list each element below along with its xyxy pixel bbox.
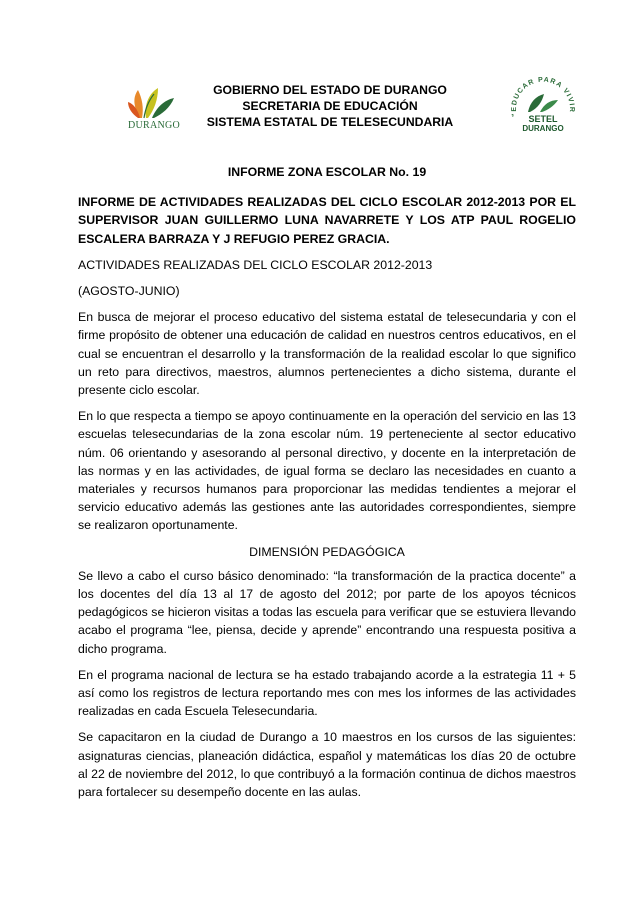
report-intro: INFORME DE ACTIVIDADES REALIZADAS DEL CICLO ESCOLAR 2012-2013 POR EL SUPERVISOR JUAN GUILLERMO LUNA NAVARRETE Y LOS ATP PAUL ROGELIO ESCALERA BARRAZA Y J REFUGIO PEREZ GRACIA. (78, 195, 576, 246)
svg-text:"EDUCAR PARA VIVIR MEJOR" (506, 72, 575, 117)
setel-ring-text: "EDUCAR PARA VIVIR (510, 76, 576, 118)
header-line-government: GOBIERNO DEL ESTADO DE DURANGO (213, 83, 447, 97)
setel-logo-line1: SETEL (528, 114, 558, 124)
durango-leaf-icon (118, 80, 190, 122)
setel-seal-icon (506, 72, 580, 146)
header-line-secretariat: SECRETARIA DE EDUCACIÓN (242, 99, 418, 113)
period-label: (AGOSTO-JUNIO) (78, 284, 180, 299)
paragraph-training: Se capacitaron en la ciudad de Durango a 10 maestros en los cursos de las siguientes: asignaturas ciencias, planeación didáctica, español y matemáticas los días 20 de octubre al 22 de noviembre del 2012, lo que contribuyó a la formación continua de dichos maestros para fortalecer su desempeño docente en las aulas. (78, 730, 576, 800)
paragraph-reading-program: En el programa nacional de lectura se ha estado trabajando acorde a la estrategia 11 + 5 así como los registros de lectura reportando mes con mes los informes de las actividades realizadas en cada Escuela Telesecundaria. (78, 667, 576, 719)
activities-heading: ACTIVIDADES REALIZADAS DEL CICLO ESCOLAR 2012-2013 (78, 257, 433, 272)
durango-logo (118, 80, 190, 138)
report-title: INFORME ZONA ESCOLAR No. 19 (227, 165, 427, 179)
paragraph-purpose: En busca de mejorar el proceso educativo del sistema estatal de telesecundaria y con el firme propósito de obtener una educación de calidad en nuestros centros educativos, en el cual se encuentran el desarrollo y la transformación de la realidad escolar lo que significo un reto para directivos, maestros, alumnos pertenecientes a dicho sistema, durante el presente ciclo escolar. (78, 310, 576, 398)
document-body (78, 163, 576, 809)
paragraph-course: Se llevo a cabo el curso básico denominado: “la transformación de la practica docente” a los docentes del día 13 al 17 de agosto del 2012; por parte de los apoyos técnicos pedagógicos se hicieron visitas a todas las escuela para verificar que se estuviera llevando acabo el programa “lee, piensa, decide y aprende” encontrando una respuesta positiva a dicho programa. (78, 568, 576, 656)
document-header (0, 72, 638, 142)
setel-logo (506, 72, 580, 146)
paragraph-support: En lo que respecta a tiempo se apoyo continuamente en la operación del servicio en las 13 escuelas telesecundarias de la zona escolar núm. 19 perteneciente al sector educativo núm. 06 orientando y asesorando al personal directivo, y docente en la interpretación de las normas y en las actividades, de igual forma se declaro las necesidades en cuanto a materiales y recursos humanos para proporcionar las medidas tendientes a mejorar el servicio educativo además las gestiones ante las autoridades correspondientes, siempre se realizaron oportunamente. (78, 409, 576, 533)
durango-logo-text: DURANGO (127, 120, 181, 131)
setel-logo-line2: DURANGO (522, 124, 564, 133)
header-titles (185, 82, 475, 130)
section-title-pedagogical: DIMENSIÓN PEDAGÓGICA (249, 544, 405, 559)
header-line-system: SISTEMA ESTATAL DE TELESECUNDARIA (206, 115, 454, 129)
